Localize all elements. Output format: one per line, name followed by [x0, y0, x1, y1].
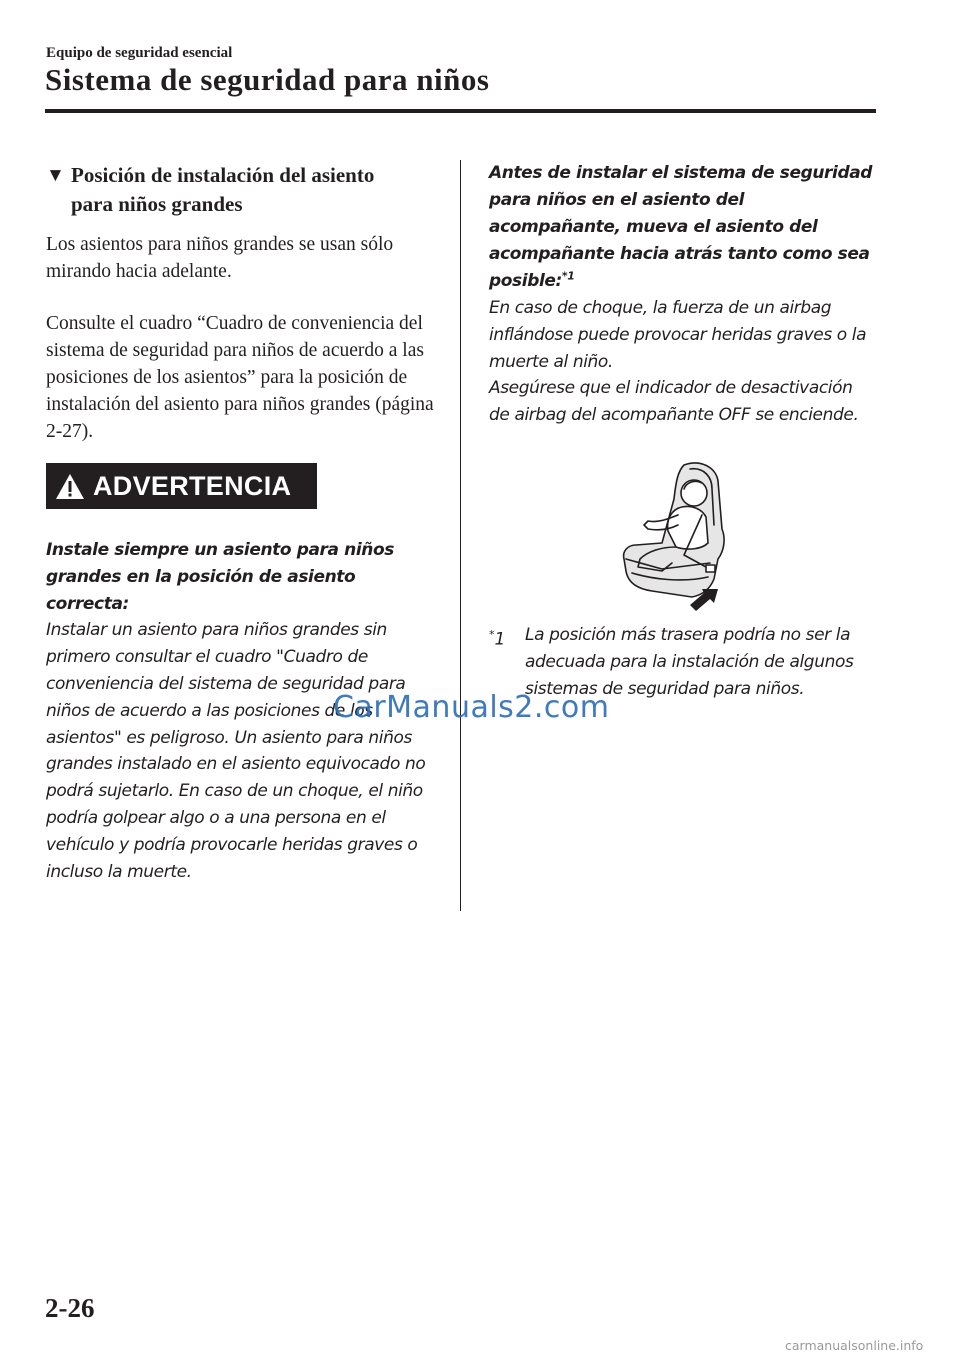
section-heading-line1: Posición de instalación del asiento [71, 163, 375, 187]
airbag-strong-text [489, 160, 874, 295]
footnote-text: La posición más trasera podría no ser la adecuada para la instalación de algunos sistemas de seguridad para niños. [525, 625, 854, 699]
paragraph-usage: Los asientos para niños grandes se usan sólo mirando hacia adelante. [46, 234, 394, 282]
down-triangle-icon: ▼ [46, 165, 65, 186]
page-title: Sistema de seguridad para niños [45, 62, 490, 97]
warning-body-text: Instalar un asiento para niños grandes sin primero consultar el cuadro "Cuadro de conveniencia del sistema de seguridad para niños de acuerdo a las posiciones de los asientos" es peligroso. Un asiento para niños grandes instalado en el asiento equivocado no podrá sujetarlo. En caso de un choque, el niño podría golpear algo o a una persona en el vehículo y podría provocarle heridas graves o incluso la muerte. [46, 620, 426, 882]
warning-banner [46, 463, 317, 509]
airbag-body-text-1: En caso de choque, la fuerza de un airbag inflándose puede provocar heridas graves o la muerte al niño. [489, 298, 867, 372]
footnote-reference: *1 [561, 269, 575, 283]
title-rule [45, 109, 876, 113]
column-divider [460, 160, 461, 911]
child-booster-seat-illustration [622, 459, 732, 612]
paragraph-reference: Consulte el cuadro “Cuadro de conveniencia del sistema de seguridad para niños de acuerdo a las posiciones de los asientos” para la posición de instalación del asiento para niños grandes (página 2-27). [46, 313, 434, 442]
breadcrumb: Equipo de seguridad esencial [46, 45, 233, 61]
warning-triangle-icon [55, 473, 85, 500]
watermark: CarManuals2.com [333, 690, 610, 725]
warning-label: ADVERTENCIA [93, 470, 292, 501]
airbag-strong-sentence: Antes de instalar el sistema de seguridad para niños en el asiento del acompañante, mueva el asiento del acompañante hacia atrás tanto como sea posible: [489, 163, 873, 291]
left-column [46, 160, 436, 885]
airbag-body-text-2: Asegúrese que el indicador de desactivación de airbag del acompañante OFF se enciende. [489, 378, 859, 426]
section-heading-line2: para niños grandes [71, 192, 243, 216]
warning-strong-text: Instale siempre un asiento para niños grandes en la posición de asiento correcta: [46, 540, 394, 614]
right-column [489, 160, 874, 429]
page-number: 2-26 [45, 1293, 95, 1323]
footnote-marker: *1 [489, 628, 506, 650]
section-heading [46, 161, 436, 219]
footnote-marker-number: 1 [494, 629, 506, 650]
site-credit: carmanualsonline.info [785, 1338, 924, 1353]
